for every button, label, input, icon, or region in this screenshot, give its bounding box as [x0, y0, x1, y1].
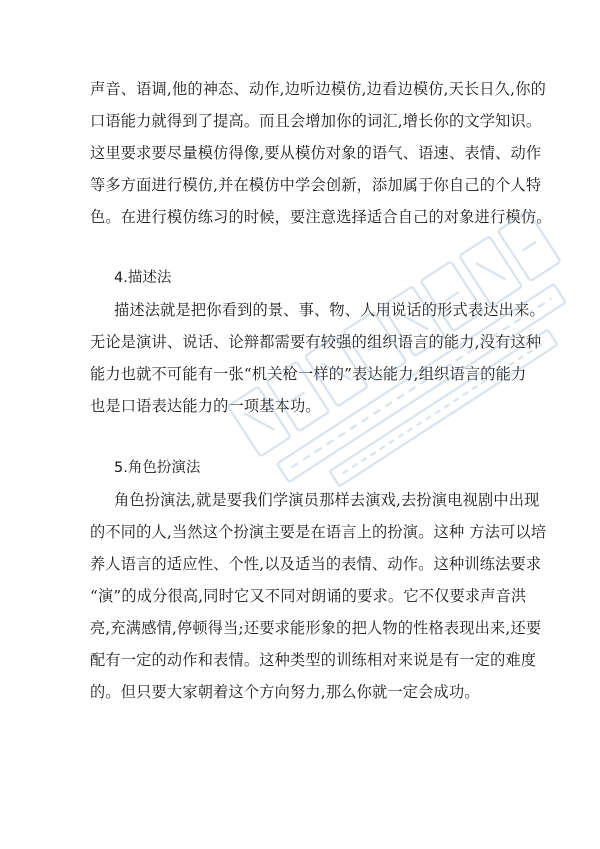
- paragraph-3-line-5: 亮,充满感情,停顿得当;还要求能形象的把人物的性格表现出来,还要: [90, 619, 542, 637]
- section-heading-4: 4.描述法: [114, 270, 172, 286]
- paragraph-3-line-6: 配有一定的动作和表情。这种类型的训练相对来说是有一定的难度: [90, 651, 537, 669]
- paragraph-2-line-4: 也是口语表达能力的一项基本功。: [90, 397, 321, 415]
- section-heading-5: 5.角色扮演法: [114, 460, 201, 476]
- paragraph-1-line-5: 色。在进行模仿练习的时候，要注意选择适合自己的对象进行模仿。: [90, 208, 552, 226]
- paragraph-3-line-3: 养人语言的适应性、个性,以及适当的表情、动作。这种训练法要求: [90, 555, 542, 573]
- paragraph-1-line-3: 这里要求要尽量模仿得像,要从模仿对象的语气、语速、表情、动作: [90, 144, 542, 162]
- paragraph-3-line-7: 的。但只要大家朝着这个方向努力,那么你就一定会成功。: [90, 683, 480, 701]
- paragraph-3-line-4: “演”的成分很高,同时它又不同对朗诵的要求。它不仅要求声音洪: [90, 587, 527, 605]
- paragraph-2-line-3: 能力也就不可能有一张“机关枪一样的”表达能力,组织语言的能力: [90, 365, 527, 383]
- paragraph-3-line-1: 角色扮演法,就是要我们学演员那样去演戏,去扮演电视剧中出现: [114, 491, 540, 509]
- paragraph-1-line-1: 声音、语调,他的神态、动作,边听边模仿,边看边模仿,天长日久,你的: [90, 80, 546, 98]
- paragraph-1-line-2: 口语能力就得到了提高。而且会增加你的词汇,增长你的文学知识。: [90, 112, 542, 130]
- paragraph-2-line-2: 无论是演讲、说话、论辩都需要有较强的组织语言的能力,没有这种: [90, 333, 542, 351]
- paragraph-2-line-1: 描述法就是把你看到的景、事、物、人用说话的形式表达出来。: [114, 301, 545, 319]
- paragraph-3-line-2: 的不同的人,当然这个扮演主要是在语言上的扮演。这种 方法可以培: [90, 523, 547, 541]
- paragraph-1-line-4: 等多方面进行模仿,并在模仿中学会创新，添加属于你自己的个人特: [90, 176, 542, 194]
